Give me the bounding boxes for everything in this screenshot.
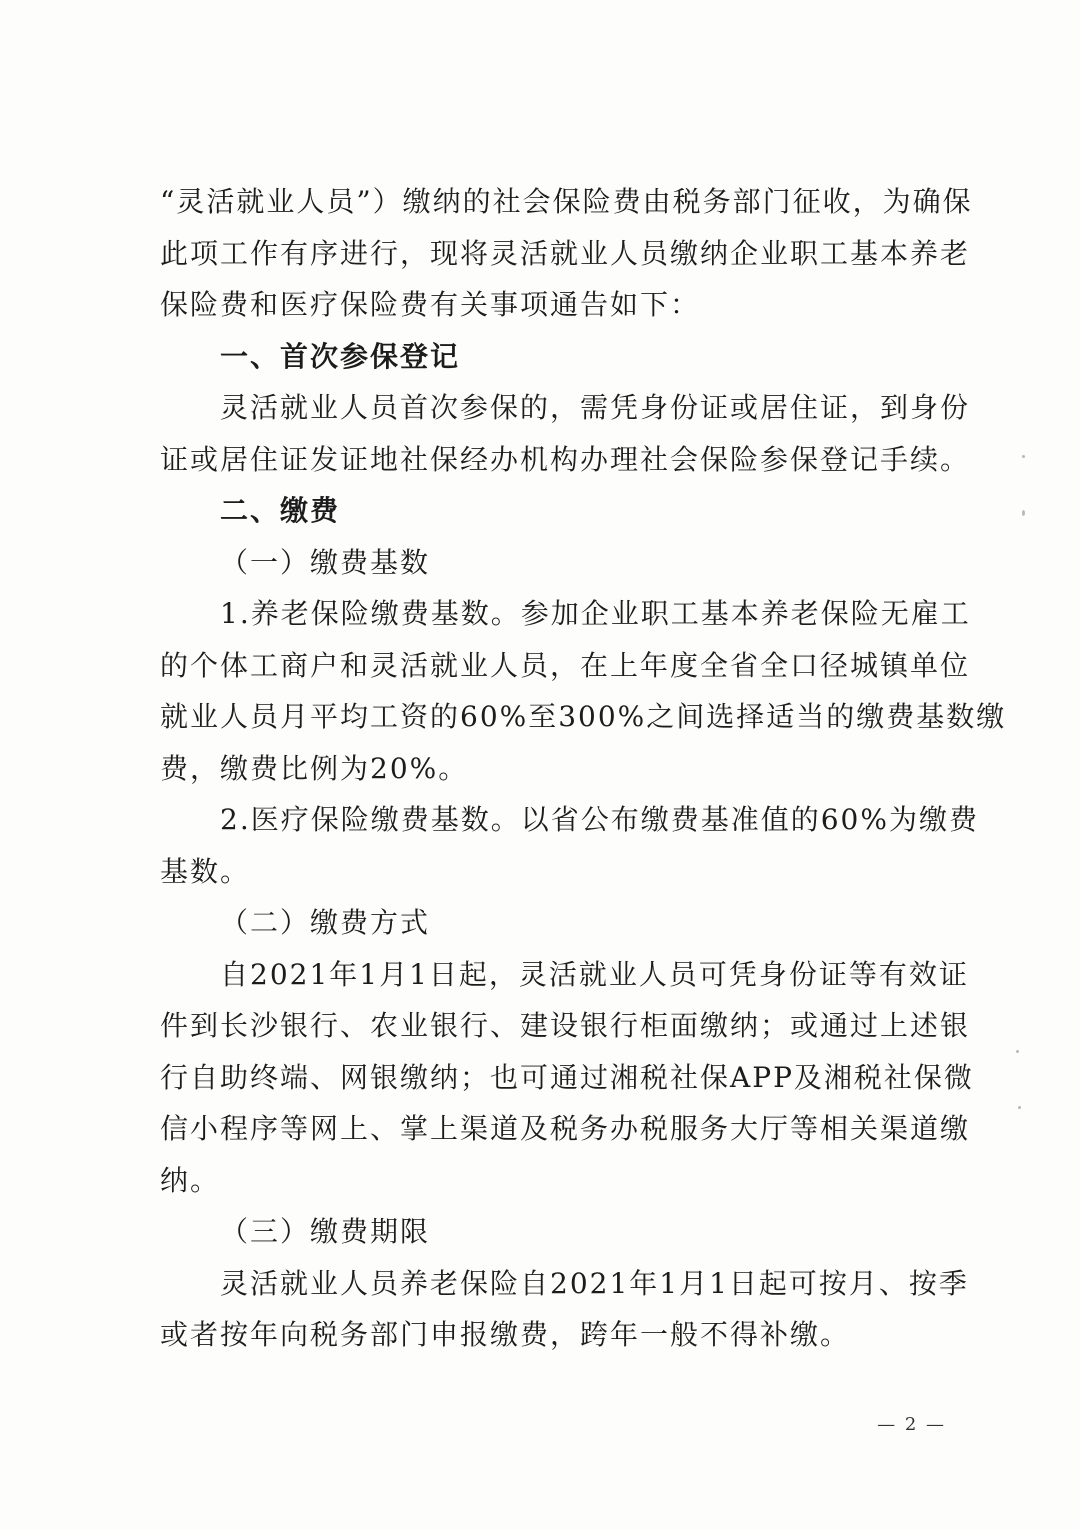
paragraph-line: 费，缴费比例为20%。 [160,751,469,785]
paragraph-line: 件到长沙银行、农业银行、建设银行柜面缴纳；或通过上述银 [160,1009,971,1042]
scan-speck [1018,1106,1021,1109]
scan-speck [1022,455,1025,458]
paragraph-line: 就业人员月平均工资的60%至300%之间选择适当的缴费基数缴 [160,700,1007,733]
paragraph-line: 自2021年1月1日起，灵活就业人员可凭身份证等有效证 [220,957,969,991]
paragraph-line: 此项工作有序进行，现将灵活就业人员缴纳企业职工基本养老 [160,236,971,270]
section-heading-first-registration: 一、首次参保登记 [220,339,461,373]
paragraph-line: 信小程序等网上、掌上渠道及税务办税服务大厅等相关渠道缴 [160,1112,971,1145]
paragraph-line: 2.医疗保险缴费基数。以省公布缴费基准值的60%为缴费 [220,803,979,836]
section-heading-payment: 二、缴费 [220,494,341,527]
paragraph-line: 行自助终端、网银缴纳；也可通过湘税社保APP及湘税社保微 [160,1060,974,1094]
paragraph-line: 1.养老保险缴费基数。参加企业职工基本养老保险无雇工 [220,597,971,630]
paragraph-line: “灵活就业人员”）缴纳的社会保险费由税务部门征收，为确保 [160,185,973,218]
paragraph-line: 纳。 [160,1163,221,1197]
paragraph-line: 或者按年向税务部门申报缴费，跨年一般不得补缴。 [160,1318,851,1351]
paragraph-line: 保险费和医疗保险费有关事项通告如下： [160,288,701,321]
paragraph-line: 的个体工商户和灵活就业人员，在上年度全省全口径城镇单位 [160,648,971,682]
scan-speck [1022,510,1025,516]
paragraph-line: 证或居住证发证地社保经办机构办理社会保险参保登记手续。 [160,442,971,476]
subsection-heading-deadline: （三）缴费期限 [220,1215,431,1248]
document-body [160,176,1007,1361]
scan-speck [1016,1050,1019,1053]
page-number: — 2 — [877,1414,946,1435]
paragraph-line: 基数。 [160,854,251,888]
paragraph-line: 灵活就业人员养老保险自2021年1月1日起可按月、按季 [220,1266,969,1300]
subsection-heading-method: （二）缴费方式 [220,906,431,939]
paragraph-line: 灵活就业人员首次参保的，需凭身份证或居住证，到身份 [220,391,971,424]
subsection-heading-base: （一）缴费基数 [220,545,431,579]
